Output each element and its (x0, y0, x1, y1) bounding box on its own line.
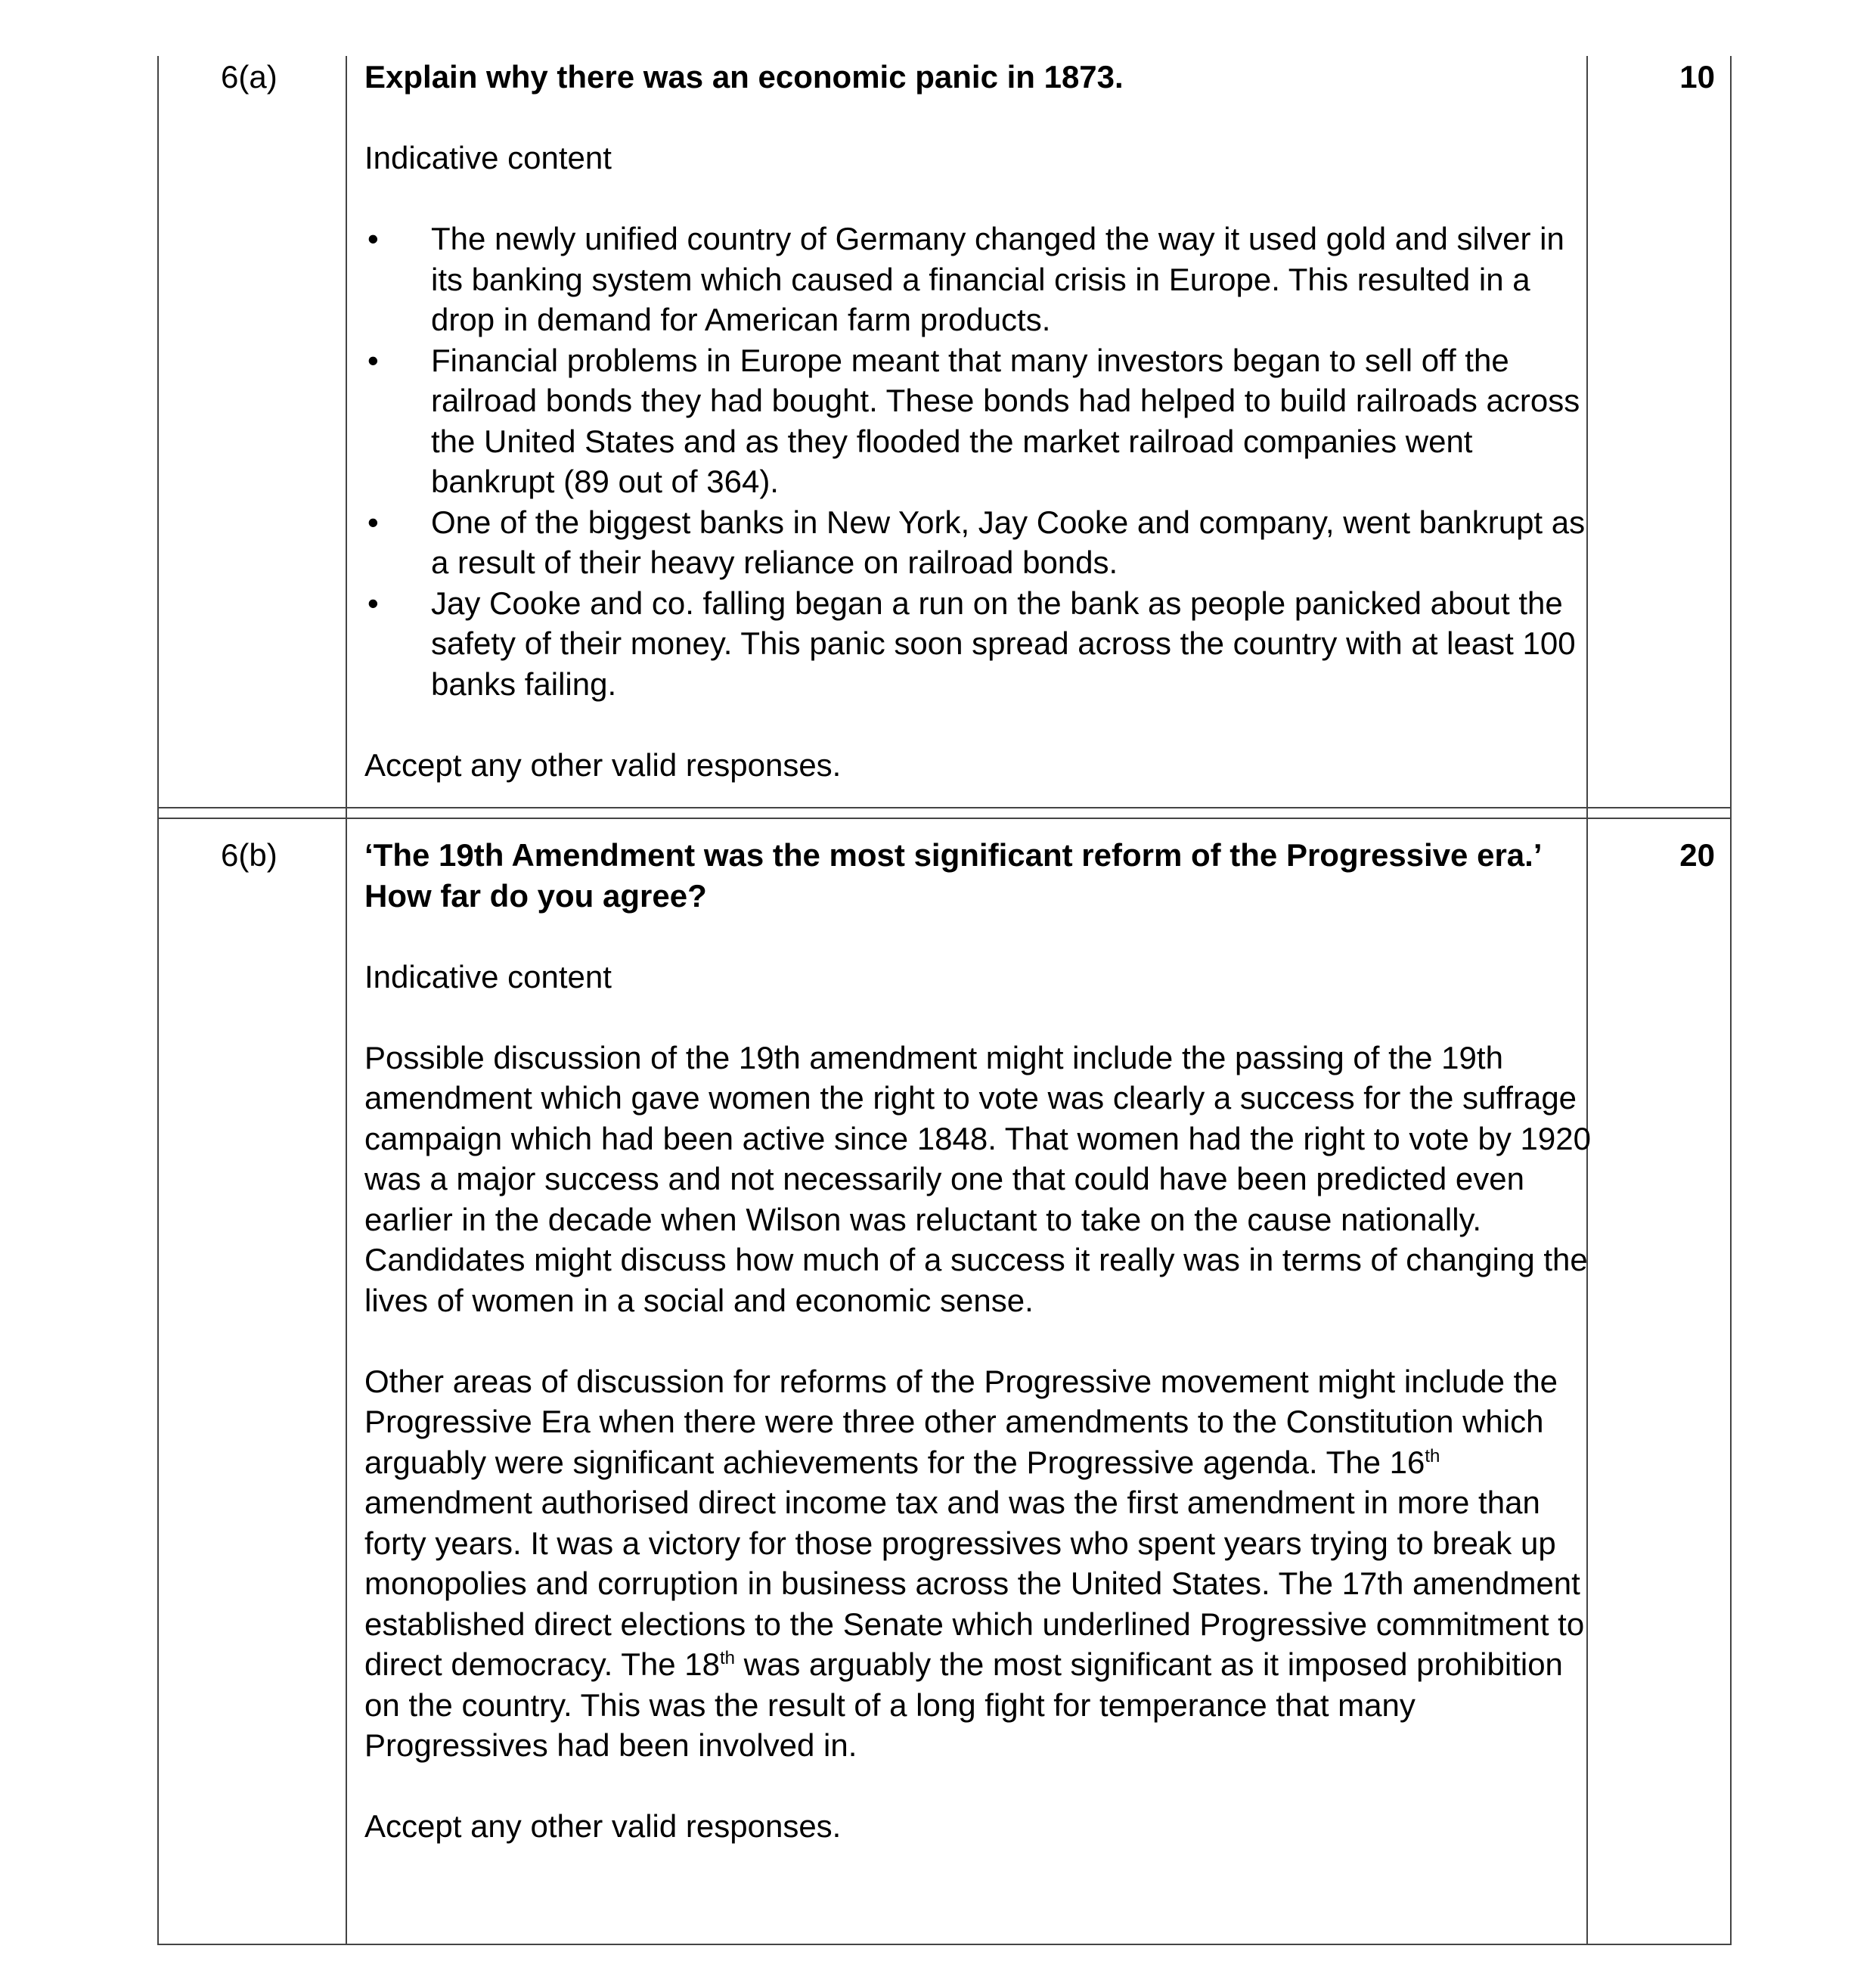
list-item: • One of the biggest banks in New York, Jay Cooke and company, went bankrupt as a result of their heavy reliance on railroad bonds. (364, 502, 1593, 583)
row-separator-top (157, 807, 1732, 808)
table-divider-1 (346, 56, 347, 1945)
row-separator-bottom (157, 818, 1732, 819)
list-item: • The newly unified country of Germany changed the way it used gold and silver in its banking system which caused a financial crisis in Europe. This resulted in a drop in demand for American farm products. (364, 219, 1593, 340)
bullet-list (364, 219, 1593, 704)
answer-content (364, 57, 1593, 785)
closing-note: Accept any other valid responses. (364, 1808, 842, 1844)
question-number: 6(a) (221, 59, 278, 95)
bullet-icon: • (367, 504, 379, 540)
question-text: Explain why there was an economic panic in 1873. (364, 59, 1124, 95)
bullet-icon: • (367, 342, 379, 378)
table-border-left (157, 56, 159, 1945)
list-item: • Jay Cooke and co. falling began a run on the bank as people panicked about the safety of their money. This panic soon spread across the country with at least 100 banks failing. (364, 583, 1593, 705)
closing-note: Accept any other valid responses. (364, 746, 842, 783)
marks-value: 10 (1679, 59, 1715, 95)
discussion-paragraph-2: Other areas of discussion for reforms of the Progressive movement might include the Progressive Era when there were three other amendments to the Constitution which arguably were significant achievements for the Progressive agenda. The 16th amendment authorised direct income tax and was the first amendment in more than forty years. It was a victory for those progressives who spent years trying to break up monopolies and corruption in business across the United States. The 17th amendment established direct elections to the Senate which underlined Progressive commitment to direct democracy. The 18th was arguably the most significant as it imposed prohibition on the country. This was the result of a long fight for temperance that many Progressives had been involved in. (364, 1363, 1585, 1763)
question-number: 6(b) (221, 837, 278, 873)
marks-value: 20 (1679, 837, 1715, 873)
bullet-icon: • (367, 585, 379, 621)
indicative-content-heading: Indicative content (364, 140, 612, 175)
indicative-content-heading: Indicative content (364, 958, 612, 995)
discussion-paragraph-1: Possible discussion of the 19th amendment might include the passing of the 19th amendment which gave women the right to vote was clearly a success for the suffrage campaign which had been active since 1848. That women had the right to vote by 1920 was a major success and not necessarily one that could have been predicted even earlier in the decade when Wilson was reluctant to take on the cause nationally. Candidates might discuss how much of a success it really was in terms of changing the lives of women in a social and economic sense. (364, 1039, 1591, 1318)
bullet-icon: • (367, 221, 379, 256)
table-border-right (1730, 56, 1732, 1945)
question-text: ‘The 19th Amendment was the most significant reform of the Progressive era.’ How far do you agree? (364, 837, 1541, 914)
answer-content (364, 835, 1593, 1847)
list-item: • Financial problems in Europe meant that many investors began to sell off the railroad bonds they had bought. These bonds had helped to build railroads across the United States and as they flooded the market railroad companies went bankrupt (89 out of 364). (364, 340, 1593, 502)
table-border-bottom (157, 1944, 1732, 1945)
